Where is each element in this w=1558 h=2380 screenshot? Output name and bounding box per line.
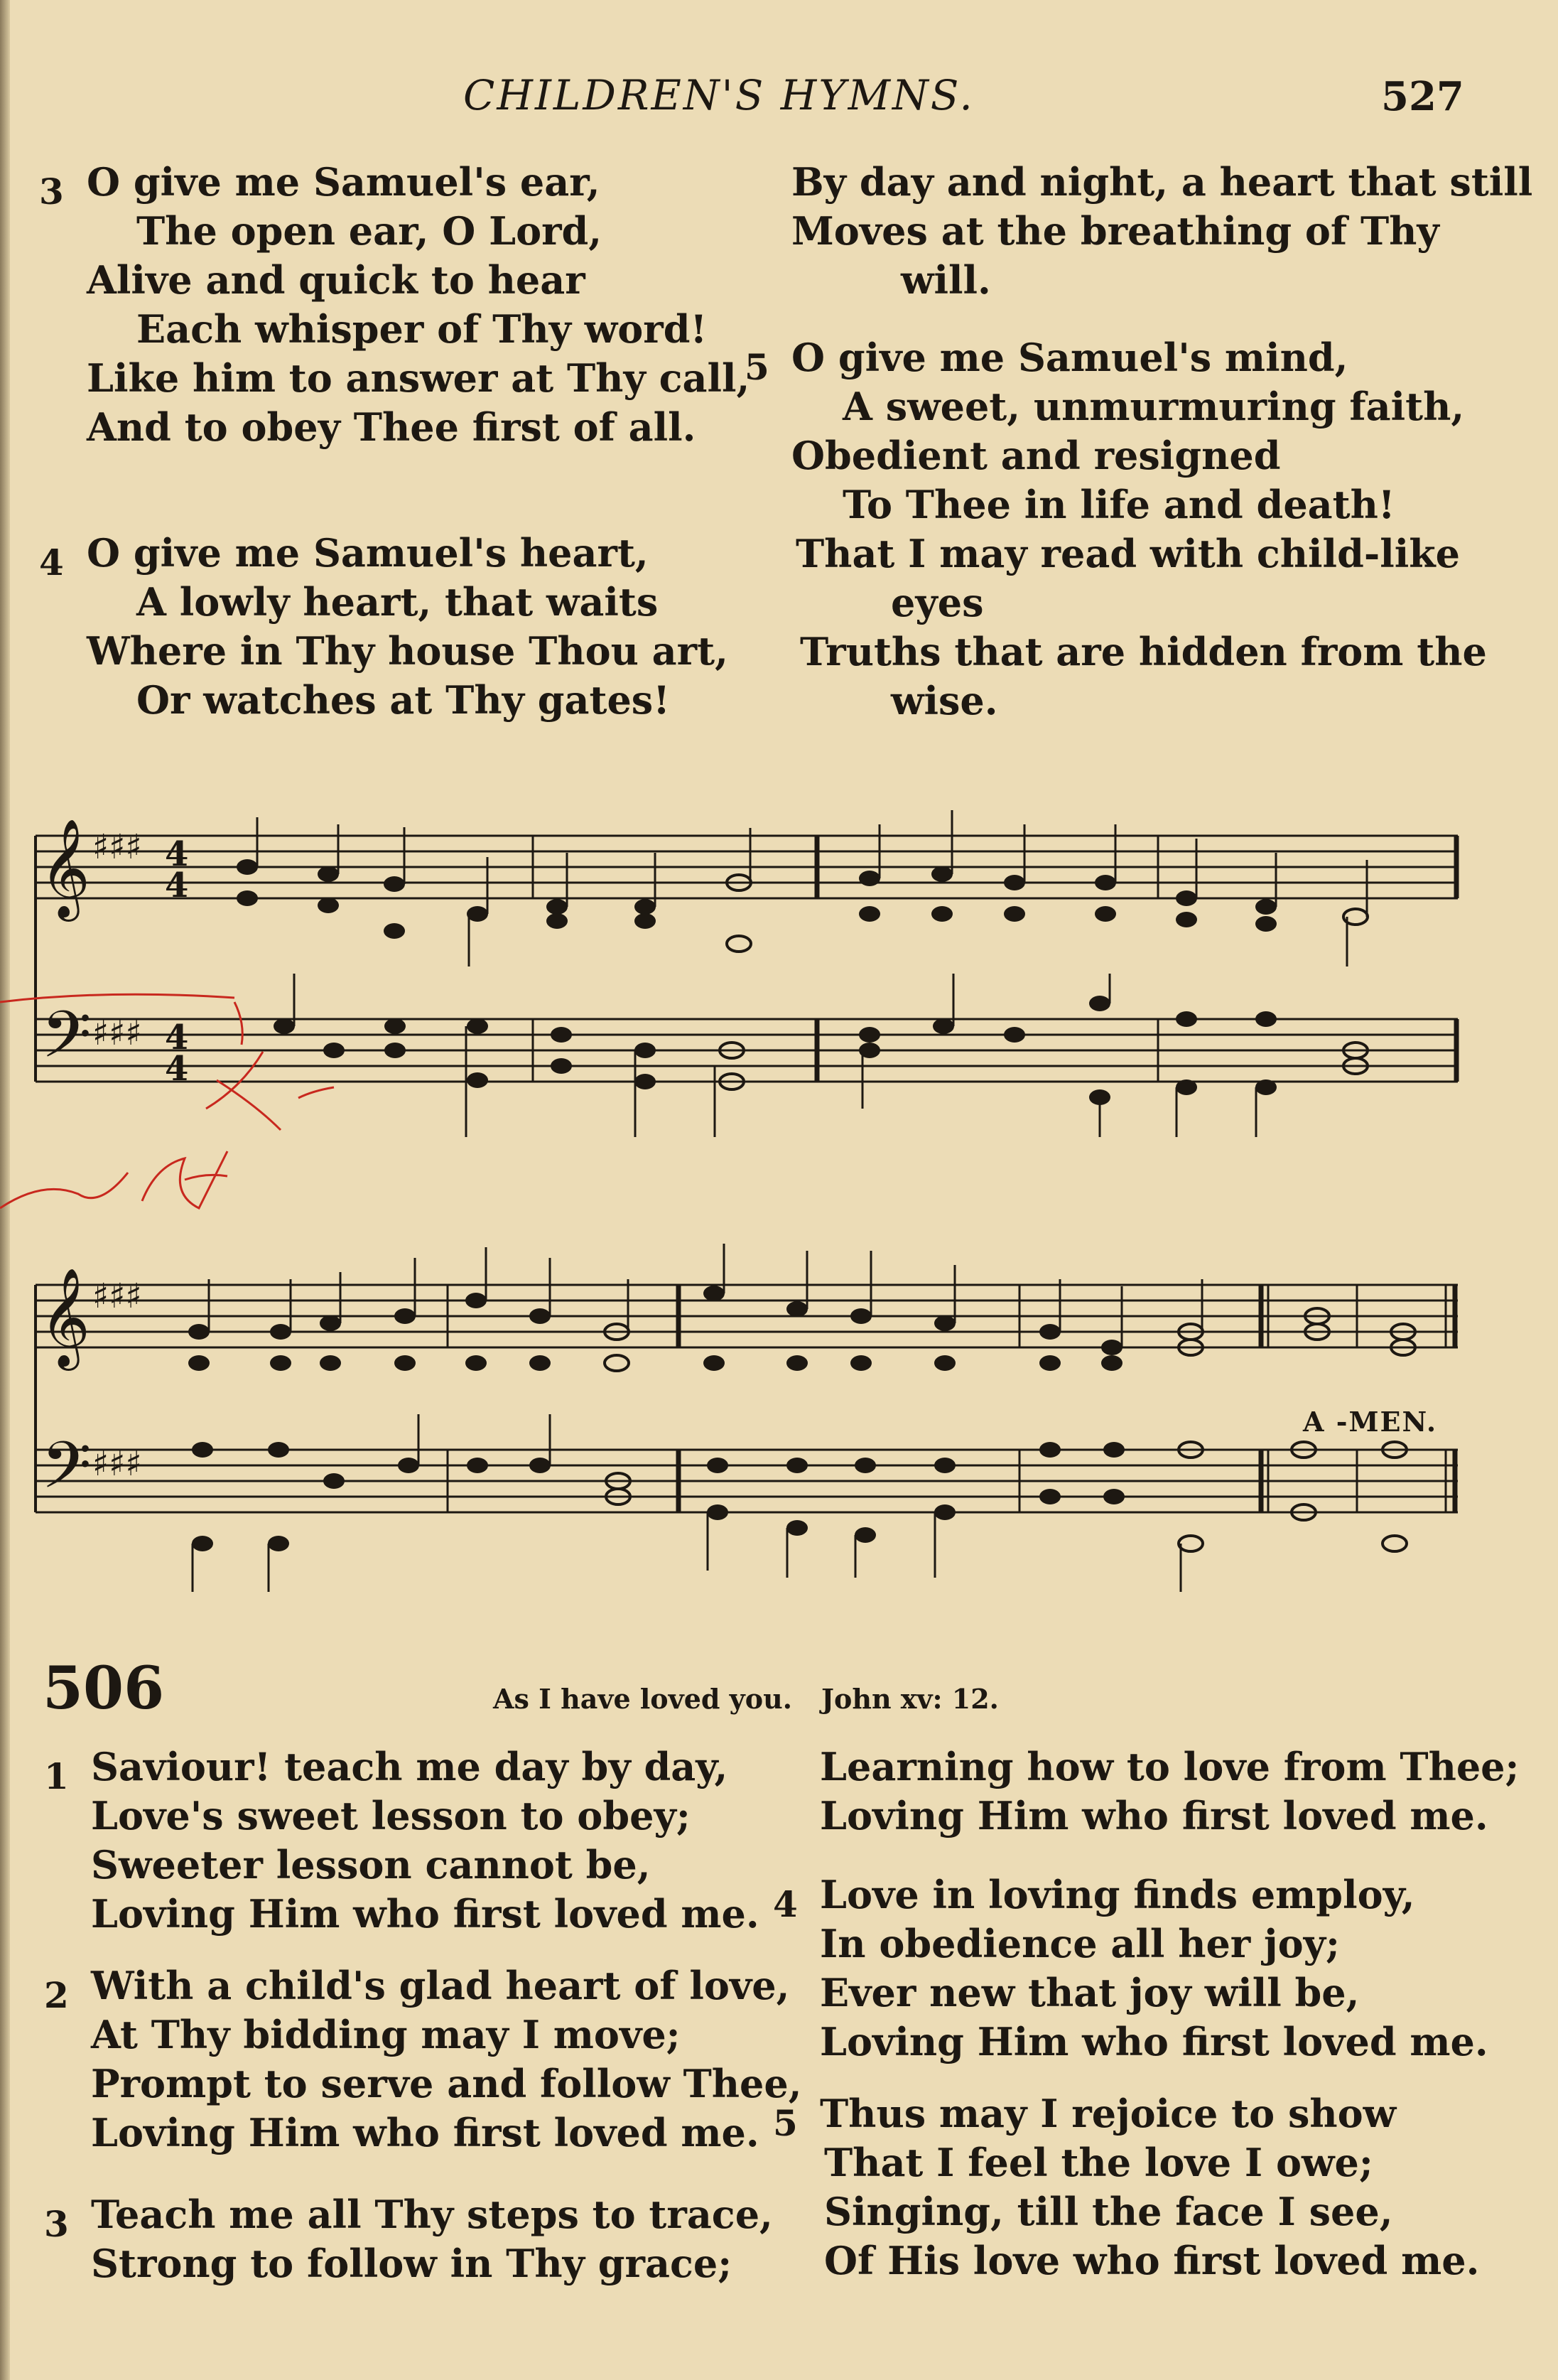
- time-signature: 4: [165, 866, 189, 905]
- verse-line: Or watches at Thy gates!: [136, 677, 670, 723]
- key-signature: ♯♯♯: [92, 1444, 142, 1484]
- verse-line: Thus may I rejoice to show: [820, 2091, 1397, 2136]
- verse-line: Moves at the breathing of Thy: [791, 208, 1439, 254]
- verse-line: Sweeter lesson cannot be,: [91, 1842, 651, 1888]
- verse-line: At Thy bidding may I move;: [91, 2012, 681, 2057]
- verse-line: Prompt to serve and follow Thee,: [91, 2061, 802, 2106]
- verse-line: Love's sweet lesson to obey;: [91, 1793, 691, 1838]
- verse-number: 2: [44, 1974, 69, 2016]
- verse-number: 1: [44, 1755, 69, 1797]
- verse-line: will.: [901, 257, 991, 303]
- verse-line: O give me Samuel's heart,: [87, 530, 649, 576]
- time-signature: 4: [165, 1018, 189, 1057]
- verse-line: Where in Thy house Thou art,: [87, 628, 728, 674]
- verse-line: Saviour! teach me day by day,: [91, 1744, 728, 1789]
- time-signature: 4: [165, 1049, 189, 1089]
- verse-line: O give me Samuel's ear,: [87, 159, 600, 205]
- verse-line: Love in loving finds employ,: [820, 1872, 1415, 1917]
- verse-line: Each whisper of Thy word!: [136, 306, 708, 352]
- verse-number: 5: [773, 2102, 798, 2144]
- verse-line: Alive and quick to hear: [87, 257, 585, 303]
- verse-line: Truths that are hidden from the: [800, 629, 1487, 674]
- verse-line: That I may read with child-like: [796, 531, 1461, 576]
- verse-line: That I feel the love I owe;: [824, 2140, 1373, 2185]
- key-signature: ♯♯♯: [92, 1013, 142, 1053]
- verse-line: Loving Him who first loved me.: [91, 1891, 759, 1937]
- verse-line: Strong to follow in Thy grace;: [91, 2241, 732, 2286]
- verse-line: Loving Him who first loved me.: [820, 1793, 1488, 1838]
- verse-line: Obedient and resigned: [791, 433, 1281, 478]
- verse-line: The open ear, O Lord,: [136, 208, 602, 254]
- verse-number: 3: [44, 2203, 69, 2245]
- amen-text: A -MEN.: [1303, 1406, 1438, 1438]
- hymn-caption: As I have loved you.: [493, 1683, 792, 1715]
- treble-clef: 𝄞: [40, 819, 90, 917]
- verse-line: To Thee in life and death!: [843, 482, 1395, 527]
- verse-line: Ever new that joy will be,: [820, 1970, 1360, 2015]
- key-signature: ♯♯♯: [92, 1276, 142, 1316]
- verse-line: Loving Him who first loved me.: [91, 2110, 759, 2155]
- time-signature: 4: [165, 834, 189, 874]
- verse-line: By day and night, a heart that still: [791, 159, 1533, 205]
- bass-clef: 𝄢: [41, 1428, 92, 1519]
- verse-line: Singing, till the face I see,: [824, 2189, 1393, 2234]
- running-header: CHILDREN'S HYMNS.: [463, 71, 975, 119]
- verse-number: 4: [773, 1883, 798, 1925]
- verse-line: A sweet, unmurmuring faith,: [843, 384, 1465, 429]
- page-number: 527: [1381, 73, 1464, 120]
- verse-line: Of His love who first loved me.: [824, 2238, 1480, 2283]
- verse-line: A lowly heart, that waits: [136, 579, 659, 625]
- verse-line: And to obey Thee first of all.: [87, 404, 696, 450]
- verse-line: Teach me all Thy steps to trace,: [91, 2192, 773, 2237]
- verse-line: Learning how to love from Thee;: [820, 1744, 1520, 1789]
- verse-line: Like him to answer at Thy call,: [87, 355, 750, 401]
- verse-line: With a child's glad heart of love,: [91, 1963, 790, 2008]
- verse-line: eyes: [891, 580, 984, 625]
- hymn-number: 506: [43, 1654, 165, 1723]
- scripture-reference: John xv: 12.: [821, 1683, 999, 1715]
- verse-number: 3: [39, 171, 64, 212]
- verse-number: 5: [745, 346, 769, 388]
- treble-clef: 𝄞: [40, 1268, 90, 1367]
- verse-line: O give me Samuel's mind,: [791, 335, 1348, 380]
- verse-number: 4: [39, 542, 64, 583]
- bass-clef: 𝄢: [41, 997, 92, 1088]
- verse-line: Loving Him who first loved me.: [820, 2019, 1488, 2064]
- key-signature: ♯♯♯: [92, 827, 142, 867]
- verse-line: In obedience all her joy;: [820, 1921, 1340, 1966]
- verse-line: wise.: [891, 678, 998, 723]
